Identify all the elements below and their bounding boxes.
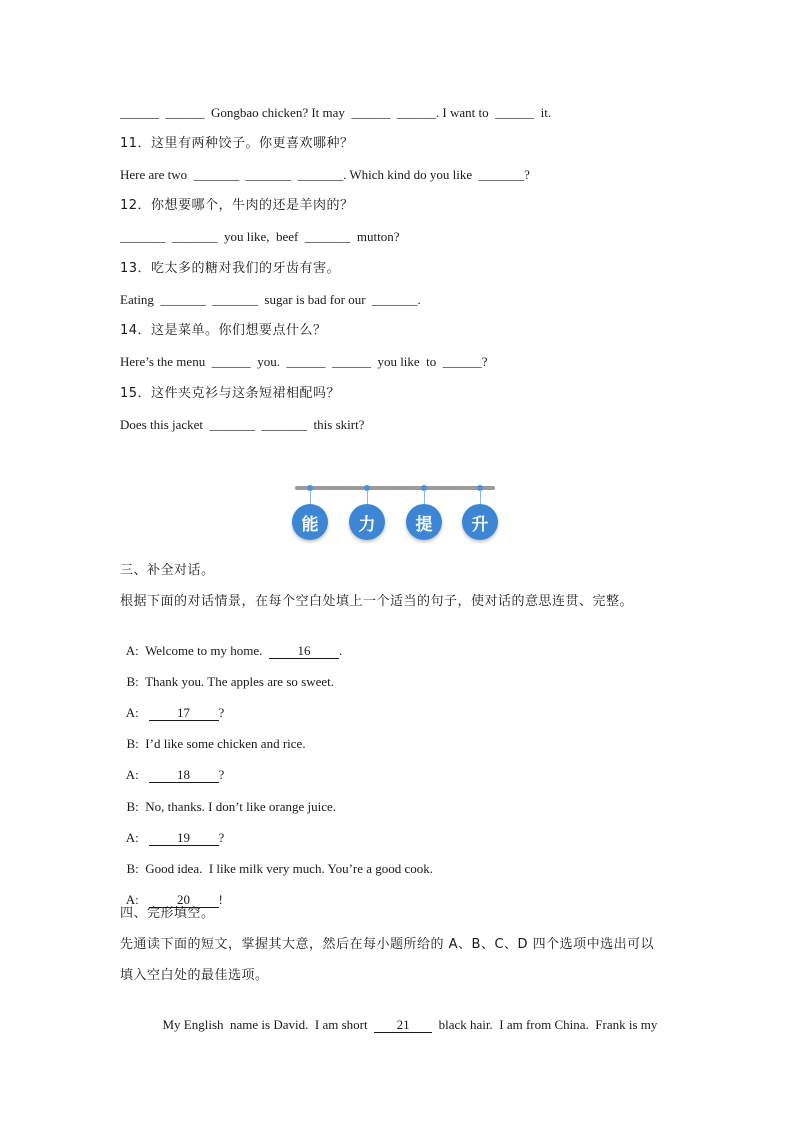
blank-20[interactable]: 20 <box>149 893 219 908</box>
banner-bar <box>295 486 495 490</box>
section-3-instruction: 根据下面的对话情景，在每个空白处填上一个适当的句子，使对话的意思连贯、完整。 <box>120 594 634 609</box>
banner-char: 升 <box>462 504 498 540</box>
speaker: B: <box>126 799 139 814</box>
line-q12-answer: _______ _______ you like, beef _______ mutton? <box>120 229 400 244</box>
section-4-instruction: 先通读下面的短文，掌握其大意，然后在每小题所给的 A、B、C、D 四个选项中选出可以 <box>120 937 655 952</box>
speaker: A: <box>125 892 139 907</box>
banner-char: 提 <box>406 504 442 540</box>
section-4-title: 四、完形填空。 <box>120 906 215 921</box>
line-q13-answer: Eating _______ _______ sugar is bad for our _______. <box>120 292 421 307</box>
question-15: 15．这件夹克衫与这条短裙相配吗？ <box>120 386 341 401</box>
question-13: 13．吃太多的糖对我们的牙齿有害。 <box>120 261 341 276</box>
dialog-line <box>120 873 223 909</box>
speaker: B: <box>126 674 139 689</box>
speaker: A: <box>125 643 139 658</box>
line-q14-answer: Here’s the menu ______ you. ______ ______ you like to ______? <box>120 354 488 369</box>
punct: ? <box>218 830 225 845</box>
banner-thread <box>310 490 311 504</box>
question-11: 11．这里有两种饺子。你更喜欢哪种？ <box>120 136 354 151</box>
speaker: A: <box>125 767 139 782</box>
blank-18[interactable]: 18 <box>149 768 219 783</box>
punct: . <box>338 643 343 658</box>
punct: ! <box>218 892 223 907</box>
blank-16[interactable]: 16 <box>269 644 339 659</box>
dialog-text: Good idea. I like milk very much. You’re a good cook. <box>145 861 434 876</box>
banner-thread <box>367 490 368 504</box>
para-text: black hair. I am from China. Frank is my <box>438 1017 658 1032</box>
question-14: 14．这是菜单。你们想要点什么？ <box>120 323 327 338</box>
section-3-title: 三、补全对话。 <box>120 563 215 578</box>
banner-char: 力 <box>349 504 385 540</box>
dialog-text: Thank you. The apples are so sweet. <box>145 674 334 689</box>
dialog-text: I’d like some chicken and rice. <box>145 736 306 751</box>
blank-17[interactable]: 17 <box>149 706 219 721</box>
para-text: My English name is David. I am short <box>162 1017 368 1032</box>
section-4-instruction-cont: 填入空白处的最佳选项。 <box>120 968 269 983</box>
speaker: B: <box>126 736 139 751</box>
blank-19[interactable]: 19 <box>149 831 219 846</box>
speaker: A: <box>125 705 139 720</box>
line-q15-answer: Does this jacket _______ _______ this skirt? <box>120 417 365 432</box>
punct: ? <box>218 705 225 720</box>
line-q11-answer: Here are two _______ _______ _______. Which kind do you like _______? <box>120 167 530 182</box>
cloze-paragraph <box>156 998 657 1034</box>
punct: ? <box>218 767 225 782</box>
question-12: 12．你想要哪个，牛肉的还是羊肉的？ <box>120 198 354 213</box>
speaker: A: <box>125 830 139 845</box>
dialog-text: Welcome to my home. <box>145 643 263 658</box>
banner-thread <box>480 490 481 504</box>
speaker: B: <box>126 861 139 876</box>
dialog-text: No, thanks. I don’t like orange juice. <box>145 799 337 814</box>
line-q10-answer: ______ ______ Gongbao chicken? It may ______ ______. I want to ______ it. <box>120 105 552 120</box>
blank-21[interactable]: 21 <box>374 1018 432 1033</box>
ability-banner <box>290 482 500 544</box>
banner-char: 能 <box>292 504 328 540</box>
banner-thread <box>424 490 425 504</box>
dialog-line <box>120 748 224 784</box>
